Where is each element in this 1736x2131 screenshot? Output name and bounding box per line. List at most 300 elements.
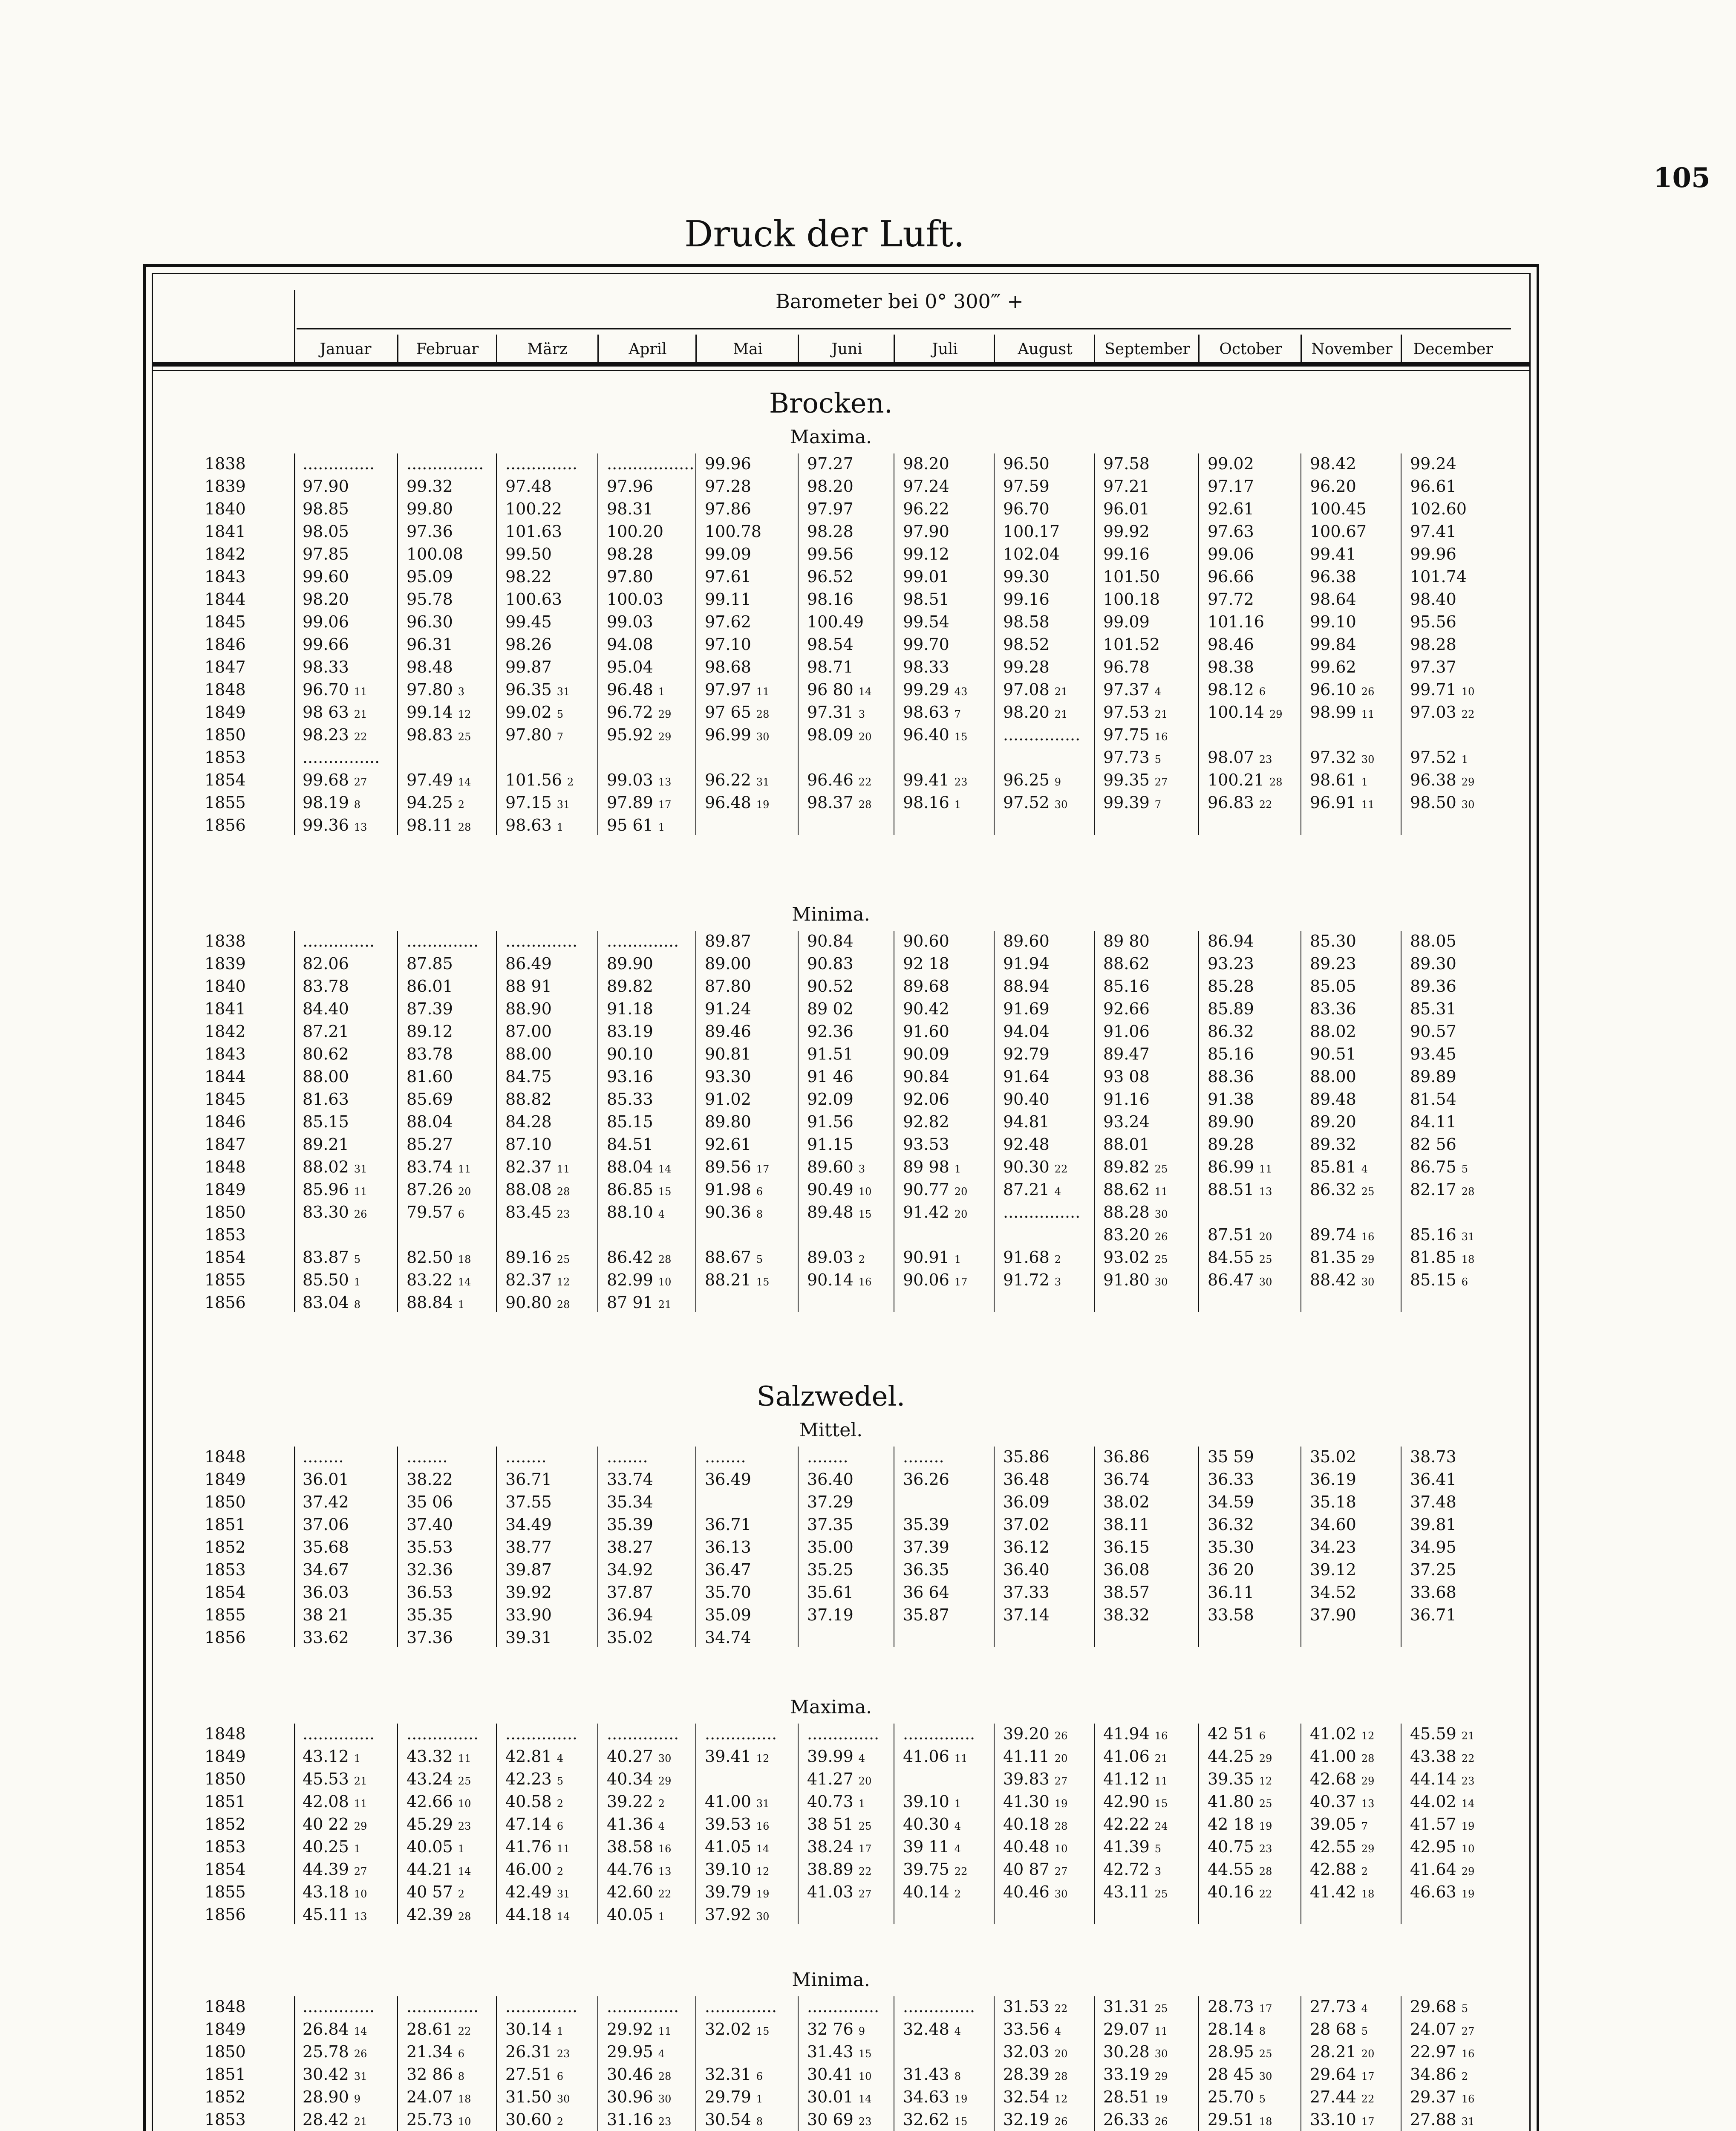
column-rule [397,1996,398,2131]
table-cell [407,2040,464,2066]
table-cell [1103,655,1150,679]
cell-value: 37.36 [407,1628,453,1647]
cell-value: 29.95 [607,2042,653,2061]
cell-day: 4 [1054,1186,1061,1198]
table-cell [705,1857,769,1883]
table-cell [303,1580,349,1604]
table-cell [705,1200,763,1226]
month-separator-5 [894,335,895,364]
table-cell [903,1812,961,1838]
column-rule [1198,931,1199,1312]
cell-value: 102.60 [1410,500,1467,518]
station-title: Salzwedel. [756,1381,905,1412]
cell-value: 98.28 [807,522,854,541]
table-cell [1003,2085,1067,2111]
cell-value: 40.25 [303,1837,349,1856]
table-cell [807,929,854,953]
cell-day: 6 [557,2070,564,2082]
cell-value: 99.60 [303,567,349,586]
table-cell [303,1626,349,1649]
table-cell [607,1767,671,1793]
cell-day: 22 [1461,1753,1475,1764]
cell-value: 28.90 [303,2088,349,2106]
table-cell [705,1513,751,1536]
cell-value: 30.41 [807,2065,854,2084]
cell-day: 29 [658,708,672,720]
cell-value: 35.18 [1310,1493,1356,1511]
cell-value: 90.57 [1410,1022,1456,1041]
cell-day: 30 [1259,2070,1272,2082]
cell-value: 98.46 [1208,635,1254,654]
table-cell [1410,1790,1474,1816]
year-label: 1853 [205,1560,246,1579]
cell-day: 30 [557,2093,570,2105]
column-rule [695,1724,696,1924]
cell-value: 99.24 [1410,454,1456,473]
cell-value: 36.74 [1103,1470,1150,1489]
table-cell [807,542,854,566]
table-cell [807,1767,871,1793]
cell-value: .............. [303,1724,375,1743]
cell-day: 5 [756,1253,763,1265]
table-cell [1003,1767,1067,1793]
table-cell [505,542,552,566]
table-cell [303,1132,349,1156]
cell-value: 89.82 [1103,1158,1150,1176]
cell-value: 89.56 [705,1158,751,1176]
cell-value: 87 91 [607,1293,653,1312]
cell-value: 98.99 [1310,703,1356,722]
cell-day: 11 [557,1163,570,1175]
table-cell [1310,791,1374,817]
table-cell [1310,997,1356,1021]
cell-value: 38.11 [1103,1515,1150,1534]
cell-day: 21 [1461,1730,1475,1742]
table-cell [607,997,653,1021]
table-cell [1410,1513,1456,1536]
cell-day: 1 [458,1843,465,1855]
cell-value: 97.48 [505,477,552,496]
cell-value: 38.58 [607,1837,653,1856]
cell-day: 9 [354,2093,361,2105]
cell-day: 12 [1259,1775,1272,1787]
cell-value: 97.62 [705,612,751,631]
table-cell [407,1790,471,1816]
column-rule [695,453,696,835]
table-cell [407,1995,479,2018]
year-label: 1851 [205,2065,246,2084]
cell-value: 98.16 [903,793,949,812]
table-cell [1003,1603,1050,1627]
table-cell [1310,929,1356,953]
cell-value: 97.27 [807,454,854,473]
table-cell [1310,1767,1374,1793]
cell-day: 17 [1361,2070,1375,2082]
cell-value: 25.70 [1208,2088,1254,2106]
cell-day: 14 [858,686,872,698]
table-cell [1410,1857,1474,1883]
month-header-7: August [1018,341,1073,358]
table-cell [807,1722,879,1746]
cell-value: 24.07 [1410,2020,1456,2039]
cell-value: 37.35 [807,1515,854,1534]
cell-value: 88.84 [407,1293,453,1312]
cell-value: 29.68 [1410,1997,1456,2016]
table-cell [505,700,563,726]
cell-value: 97.37 [1103,680,1150,699]
year-label: 1841 [205,522,246,541]
cell-day: 29 [1361,1775,1375,1787]
cell-value: 30.96 [607,2088,653,2106]
table-cell [407,1019,453,1043]
cell-value: .............. [505,1724,578,1743]
month-separator-4 [798,335,799,364]
table-cell [1003,974,1050,998]
table-cell [505,1467,552,1491]
table-cell [505,1626,552,1649]
cell-day: 27 [1461,2025,1475,2037]
cell-value: 100.03 [607,590,663,609]
table-cell [303,997,349,1021]
cell-value: 87.85 [407,954,453,973]
table-cell [1103,1835,1161,1861]
table-cell [705,1626,751,1649]
table-cell [1103,1880,1168,1906]
cell-value: ............... [407,454,484,473]
table-cell [1208,497,1254,521]
table-cell [1410,974,1456,998]
table-cell [303,587,349,611]
table-cell [303,542,349,566]
table-cell [1208,997,1254,1021]
table-cell [1208,1790,1272,1816]
table-cell [1310,1722,1374,1748]
cell-day: 14 [458,776,471,788]
table-cell [607,542,653,566]
cell-value: 45.59 [1410,1724,1456,1743]
cell-value: 97.90 [903,522,949,541]
cell-day: 1 [1461,754,1468,765]
cell-value: 36.13 [705,1538,751,1556]
table-cell [607,1835,671,1861]
table-cell [1208,1155,1272,1181]
table-cell [903,1857,967,1883]
table-cell [607,1019,653,1043]
cell-value: 82.06 [303,954,349,973]
cell-day: 20 [1361,2048,1375,2060]
cell-value: 90.36 [705,1203,751,1221]
cell-value: 97.10 [705,635,751,654]
table-cell [903,1790,961,1816]
cell-value: 35.70 [705,1583,751,1602]
cell-day: 4 [658,1208,665,1220]
cell-value: 98.54 [807,635,854,654]
cell-day: 11 [354,1186,367,1198]
table-cell [505,1744,563,1770]
table-cell [407,1535,453,1559]
table-cell [407,542,463,566]
table-cell [407,974,453,998]
table-cell [807,2085,871,2111]
cell-value: 26.31 [505,2042,552,2061]
cell-value: 26.33 [1103,2110,1150,2129]
cell-value: 98.58 [1003,612,1050,631]
table-cell [1410,452,1456,476]
cell-value: 86.32 [1310,1180,1356,1199]
cell-value: 84.51 [607,1135,653,1154]
cell-value: 39.83 [1003,1770,1050,1788]
table-cell [303,813,367,839]
table-cell [1208,452,1254,476]
cell-value: 29.64 [1310,2065,1356,2084]
cell-day: 8 [458,2070,465,2082]
table-cell [1208,1513,1254,1536]
cell-value: 33.58 [1208,1605,1254,1624]
table-cell [407,678,464,704]
table-cell [1003,768,1061,794]
cell-value: 89.30 [1410,954,1456,973]
table-cell [1410,952,1456,976]
table-cell [407,452,484,476]
table-cell [1003,1513,1050,1536]
cell-value: 94.81 [1003,1112,1050,1131]
table-cell [1103,1490,1150,1514]
cell-value: 100.08 [407,545,463,563]
cell-value: 98.12 [1208,680,1254,699]
year-label: 1856 [205,1628,246,1647]
cell-value: 97.73 [1103,748,1150,767]
cell-value: 99.01 [903,567,949,586]
table-cell [1410,1880,1474,1906]
cell-value: 97.52 [1410,748,1456,767]
table-cell [505,587,562,611]
table-cell [1410,1558,1456,1582]
cell-value: 42.60 [607,1883,653,1901]
cell-value: 84.75 [505,1067,552,1086]
table-cell [505,1155,570,1181]
cell-day: 1 [557,2025,564,2037]
table-cell [303,678,367,704]
cell-value: 88.21 [705,1271,751,1289]
cell-value: 30.46 [607,2065,653,2084]
cell-value: 97.85 [303,545,349,563]
month-header-9: October [1219,341,1282,358]
table-cell [303,1767,367,1793]
block-left-rule [294,931,295,1312]
cell-value: 86.42 [607,1248,653,1267]
table-cell [1410,1812,1474,1838]
cell-day: 28 [1054,1820,1068,1832]
cell-value: 91.02 [705,1090,751,1109]
cell-value: 85.30 [1310,932,1356,950]
table-cell [1208,632,1254,656]
cell-value: 98.19 [303,793,349,812]
cell-value: 96.61 [1410,477,1456,496]
cell-value: 97.37 [1410,658,1456,676]
table-cell [303,1490,349,1514]
table-cell [807,1445,848,1469]
table-cell [607,610,653,634]
table-cell [1103,1065,1150,1089]
column-rule [994,1724,995,1924]
cell-value: ........ [505,1447,547,1466]
table-cell [1208,2040,1272,2066]
column-rule [1198,1447,1199,1647]
cell-day: 28 [1461,1186,1475,1198]
cell-value: 96.35 [505,680,552,699]
cell-day: 5 [557,708,564,720]
cell-value: 36.12 [1003,1538,1050,1556]
table-cell [607,723,671,749]
table-cell [1003,1445,1050,1469]
cell-day: 10 [858,2070,872,2082]
cell-day: 4 [1361,2003,1368,2015]
table-cell [1310,1790,1374,1816]
table-cell [1003,1178,1061,1204]
table-cell [607,1042,653,1066]
table-cell [1003,997,1050,1021]
cell-value: 28.42 [303,2110,349,2129]
cell-day: 3 [858,708,865,720]
table-cell [903,1200,967,1226]
table-cell [1208,1268,1272,1294]
cell-value: 42.72 [1103,1860,1150,1879]
table-cell [807,952,854,976]
cell-value: 89.36 [1410,977,1456,996]
table-cell [903,2062,961,2088]
table-cell [505,1291,570,1317]
cell-value: 99.02 [1208,454,1254,473]
year-label: 1849 [205,1180,246,1199]
cell-value: 90.91 [903,1248,949,1267]
column-rule [496,453,497,835]
cell-value: 98.85 [303,500,349,518]
table-cell [1103,678,1161,704]
table-cell [705,1812,769,1838]
cell-day: 21 [1054,708,1068,720]
cell-value: 97.24 [903,477,949,496]
cell-value: 35.39 [903,1515,949,1534]
cell-value: 25.73 [407,2110,453,2129]
cell-day: 24 [1154,1820,1168,1832]
table-cell [1410,1722,1474,1748]
cell-value: 97.21 [1103,477,1150,496]
cell-value: 91.69 [1003,999,1050,1018]
table-cell [903,1722,975,1746]
table-cell [303,1445,344,1469]
cell-day: 30 [1361,754,1375,765]
year-label: 1854 [205,1248,246,1267]
table-cell [903,1155,961,1181]
cell-value: 85.15 [303,1112,349,1131]
cell-value: .............. [407,932,479,950]
cell-value: 99.70 [903,635,949,654]
cell-value: 43.38 [1410,1747,1456,1766]
cell-day: 5 [1461,1163,1468,1175]
cell-day: 26 [1154,2116,1168,2128]
cell-value: 41.03 [807,1883,854,1901]
cell-day: 10 [458,2116,471,2128]
cell-value: 30.01 [807,2088,854,2106]
cell-value: 31.43 [807,2042,854,2061]
table-cell [505,1535,552,1559]
year-label: 1841 [205,999,246,1018]
cell-value: 29.92 [607,2020,653,2039]
cell-value: 91.24 [705,999,751,1018]
cell-value: 33.74 [607,1470,653,1489]
cell-value: 99.09 [705,545,751,563]
table-cell [505,997,552,1021]
cell-value: 34.95 [1410,1538,1456,1556]
table-cell [705,974,751,998]
table-cell [1103,1603,1150,1627]
cell-day: 21 [658,1299,672,1311]
table-cell [607,1744,671,1770]
cell-value: 89.74 [1310,1225,1356,1244]
cell-day: 7 [954,708,961,720]
table-cell [607,1995,679,2018]
table-cell [705,1722,777,1746]
cell-value: 83.20 [1103,1225,1150,1244]
column-rule [1094,931,1095,1312]
cell-day: 19 [1054,1798,1068,1810]
cell-day: 9 [1054,776,1061,788]
cell-value: 92.61 [705,1135,751,1154]
cell-day: 19 [1154,2093,1168,2105]
table-cell [303,1880,367,1906]
cell-value: 89.80 [705,1112,751,1131]
cell-day: 14 [354,2025,367,2037]
header-thin-rule [152,370,1531,371]
cell-day: 1 [858,1798,865,1810]
cell-value: 38.02 [1103,1493,1150,1511]
table-cell [607,1178,671,1204]
table-cell [407,723,471,749]
column-rule [994,1447,995,1647]
table-cell [1208,2062,1272,2088]
cell-value: 40.46 [1003,1883,1050,1901]
table-cell [1410,1155,1468,1181]
cell-value: 89.23 [1310,954,1356,973]
cell-value: 89.20 [1310,1112,1356,1131]
cell-value: 94.08 [607,635,653,654]
cell-day: 5 [1259,2093,1266,2105]
cell-day: 28 [658,1253,672,1265]
cell-day: 28 [756,708,770,720]
table-cell [1103,1580,1150,1604]
cell-value: 96.25 [1003,771,1050,789]
table-cell [903,1603,949,1627]
table-cell [505,655,552,679]
cell-value: 99.56 [807,545,854,563]
cell-day: 26 [1154,1231,1168,1243]
table-cell [705,610,751,634]
cell-value: 91.56 [807,1112,854,1131]
table-cell [407,952,453,976]
cell-value: 90.84 [903,1067,949,1086]
table-cell [1310,542,1356,566]
cell-value: .............. [903,1724,975,1743]
table-cell [505,1042,552,1066]
cell-value: 29.07 [1103,2020,1150,2039]
table-cell [903,1132,949,1156]
table-cell [1003,1558,1050,1582]
cell-value: 37.29 [807,1493,854,1511]
table-cell [303,2062,367,2088]
cell-value: 98.05 [303,522,349,541]
table-cell [1103,1857,1161,1883]
table-cell [1103,452,1150,476]
